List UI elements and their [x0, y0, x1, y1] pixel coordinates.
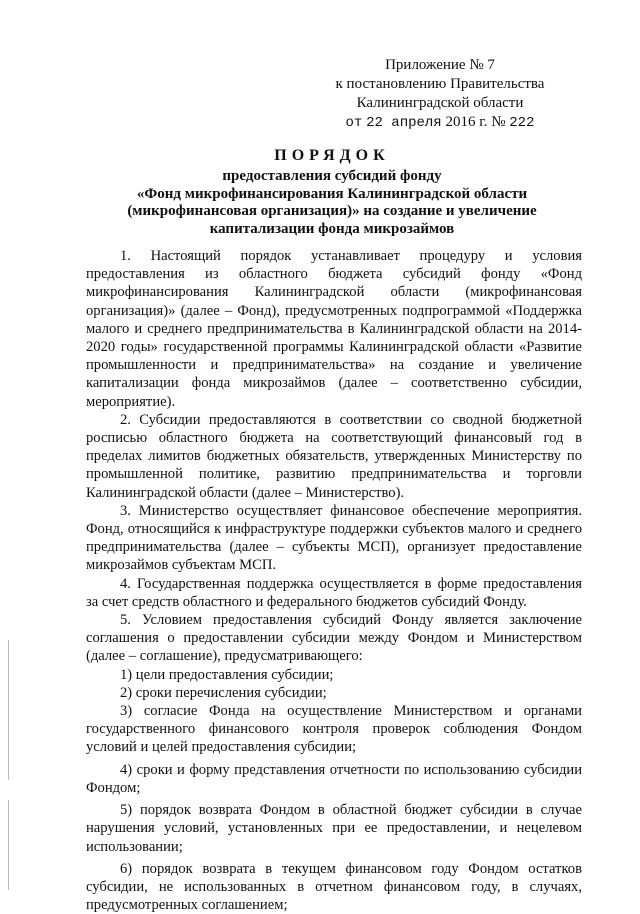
paragraph-5: 5. Условием предоставления субсидий Фонду является заключение соглашения о предоставлении субсидии между Фондом и Министерством (далее – соглашение), предусматривающего:	[86, 612, 582, 665]
appendix-block	[300, 56, 580, 133]
date-year: 2016 г.	[445, 114, 488, 130]
title-line-4: капитализации фонда микрозаймов	[209, 220, 455, 237]
document-title-block	[112, 146, 552, 238]
list-item-1: 1) цели предоставления субсидии;	[120, 666, 334, 683]
date-day-month: 22 апреля	[366, 115, 442, 131]
date-prefix: от	[345, 115, 363, 131]
resolution-number: 222	[509, 115, 535, 131]
list-item-2: 2) сроки перечисления субсидии;	[120, 684, 327, 701]
document-title: ПОРЯДОК	[274, 147, 390, 164]
paragraph-1: 1. Настоящий порядок устанавливает процедуру и условия предоставления из областного бюджета субсидий фонду «Фонд микрофинансирования Калининградской области (микрофинансовая организация)» (далее – Фонд), предусмотренных подпрограммой «Поддержка малого и среднего предпринимательства в Калининградской области на 2014-2020 годы» государственной программы Калининградской области «Развитие промышленности и предпринимательства» на создание и увеличение капитализации фонда микрозаймов (далее – соответственно субсидии, мероприятие).	[86, 248, 582, 410]
document-body	[86, 247, 582, 914]
list-item-3: 3) согласие Фонда на осуществление Министерством и органами государственного финансового контроля проверок соблюдения Фондом условий и целей предоставления субсидии;	[86, 703, 582, 756]
title-line-2: «Фонд микрофинансирования Калининградской области	[136, 185, 528, 202]
scan-edge-mark	[8, 800, 9, 890]
paragraph-4: 4. Государственная поддержка осуществляется в форме предоставления за счет средств областного и федерального бюджетов субсидий Фонду.	[86, 575, 582, 610]
list-item-4: 4) сроки и форму представления отчетности по использованию субсидии Фондом;	[86, 761, 582, 796]
list-item-5: 5) порядок возврата Фондом в областной бюджет субсидии в случае нарушения условий, установленных при ее предоставлении, и нецелевом использовании;	[86, 802, 582, 855]
paragraph-3: 3. Министерство осуществляет финансовое обеспечение мероприятия. Фонд, относящийся к инфраструктуре поддержки субъектов малого и среднего предпринимательства (далее – субъекты МСП), организует предоставление микрозаймов субъектам МСП.	[86, 502, 582, 574]
scan-edge-mark	[8, 640, 9, 780]
paragraph-2: 2. Субсидии предоставляются в соответствии со сводной бюджетной росписью областного бюджета на соответствующий финансовый год в пределах лимитов бюджетных обязательств, утвержденных Министерству по промышленной политике, развитию предпринимательства и торговли Калининградской области (далее – Министерство).	[86, 411, 582, 501]
title-line-1: предоставления субсидий фонду	[222, 168, 442, 184]
list-item-6: 6) порядок возврата в текущем финансовом году Фондом остатков субсидии, не использованных в отчетном финансовом году, в случаях, предусмотренных соглашением;	[86, 860, 582, 914]
appendix-resolution: к постановлению Правительства	[335, 76, 545, 92]
number-prefix: №	[491, 114, 506, 130]
appendix-date-line	[300, 113, 580, 133]
appendix-title: Приложение № 7	[385, 57, 495, 73]
appendix-region: Калининградской области	[356, 95, 524, 111]
title-line-3: (микрофинансовая организация)» на создание и увеличение	[127, 203, 537, 219]
